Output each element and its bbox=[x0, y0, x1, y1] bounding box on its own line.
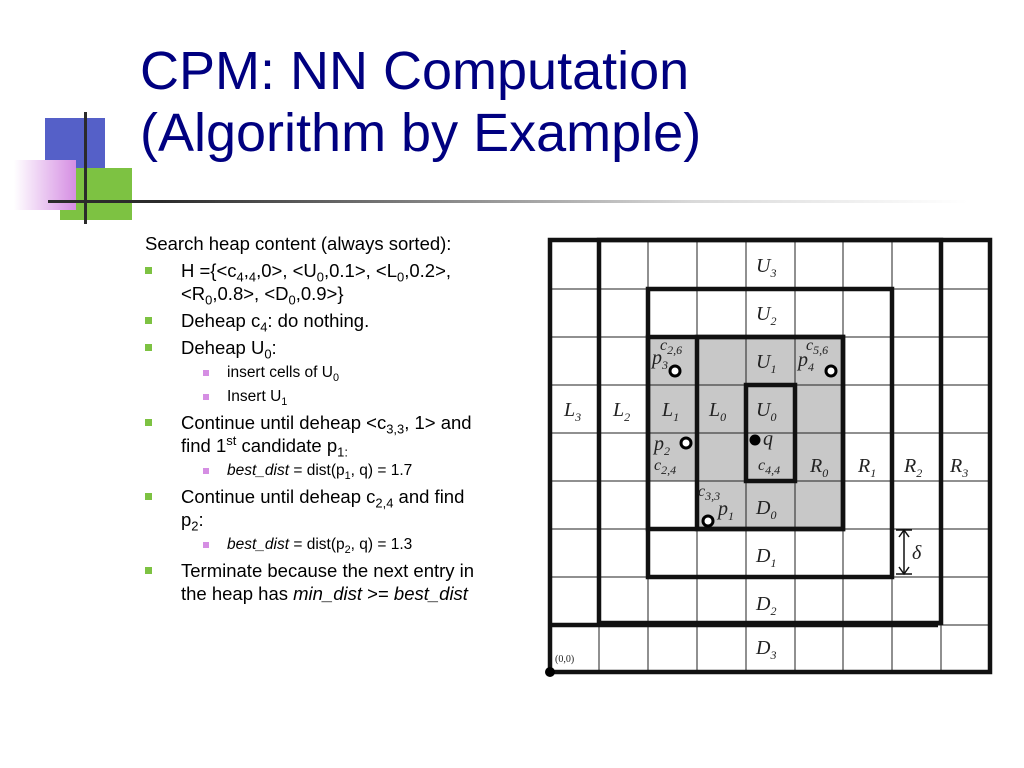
origin-point bbox=[545, 667, 555, 677]
label-c26: $c_{2,6}$ bbox=[660, 337, 683, 357]
query-point-q bbox=[750, 435, 761, 446]
delta-arrow bbox=[896, 530, 912, 574]
label-p1: $p_1$ bbox=[718, 498, 734, 523]
label-u3: $U_3$ bbox=[756, 255, 777, 280]
bullet-marker bbox=[145, 267, 152, 274]
bullet-deheap-c4: Deheap $c_4$: do nothing. bbox=[145, 309, 490, 332]
label-p4: $p_4$ bbox=[798, 349, 814, 374]
point-p4 bbox=[826, 366, 836, 376]
bullet-deheap-u0: Deheap $U_0$: bbox=[145, 336, 490, 359]
label-p2: $p_2$ bbox=[654, 433, 670, 458]
label-origin: (0,0) bbox=[555, 654, 575, 665]
bullet-marker bbox=[145, 419, 152, 426]
point-p3 bbox=[670, 366, 680, 376]
label-c24: $c_{2,4}$ bbox=[654, 457, 677, 477]
bullet-continue-c24: Continue until deheap $c_{2,4}$ and find $p_2$: bbox=[145, 485, 490, 531]
slide-content bbox=[145, 232, 490, 609]
label-r1: $R_1$ bbox=[858, 455, 877, 480]
title-line-2: (Algorithm by Example) bbox=[140, 103, 702, 163]
label-p3: $p_3$ bbox=[652, 347, 668, 372]
label-delta: δ bbox=[912, 542, 922, 564]
sub-bullet-best-dist-p1: best_dist = $dist(p_1$, q) = 1.7 bbox=[145, 461, 490, 481]
label-d2: $D_2$ bbox=[756, 593, 777, 618]
sub-bullet-marker bbox=[203, 468, 209, 474]
bullet-heap: $H =\{<c_4,_4,0>$, $<U_0,0.1>$, $<L_0,0.2>$, $<R_0,0.8>$, $<D_0,0.9>$} bbox=[145, 259, 490, 305]
label-l2: $L_2$ bbox=[613, 399, 631, 424]
label-l1: $L_1$ bbox=[662, 399, 680, 424]
label-d3: $D_3$ bbox=[756, 637, 777, 662]
label-c56: $c_{5,6}$ bbox=[806, 337, 829, 357]
decor-vertical-line bbox=[84, 112, 87, 224]
point-p2 bbox=[681, 438, 691, 448]
label-d0: $D_0$ bbox=[756, 497, 777, 522]
intro-text: Search heap content (always sorted): bbox=[145, 233, 452, 254]
bullet-marker bbox=[145, 493, 152, 500]
label-r0: $R_0$ bbox=[810, 455, 829, 480]
bullet-continue-c33: Continue until deheap $<c_{3,3}$, 1> and find 1st candidate $p_{1:}$ bbox=[145, 411, 490, 457]
grid-svg bbox=[538, 232, 998, 682]
label-l3: $L_3$ bbox=[564, 399, 582, 424]
label-u0: $U_0$ bbox=[756, 399, 777, 424]
bullet-marker bbox=[145, 344, 152, 351]
sub-bullet-marker bbox=[203, 542, 209, 548]
title-line-1: CPM: NN Computation bbox=[140, 41, 690, 101]
label-c33: $c_{3,3}$ bbox=[698, 483, 721, 503]
label-u1: $U_1$ bbox=[756, 351, 777, 376]
sub-bullet-insert-u1: Insert $U_1$ bbox=[145, 387, 490, 407]
sub-bullet-marker bbox=[203, 370, 209, 376]
label-r3: $R_3$ bbox=[950, 455, 969, 480]
sub-bullet-insert-cells: insert cells of $U_0$ bbox=[145, 363, 490, 383]
sub-bullet-marker bbox=[203, 394, 209, 400]
bullet-marker bbox=[145, 567, 152, 574]
label-u2: $U_2$ bbox=[756, 303, 777, 328]
sub-bullet-best-dist-p2: best_dist = $dist(p_2$, q) = 1.3 bbox=[145, 535, 490, 555]
bullet-terminate: Terminate because the next entry in the heap has min_dist >= best_dist bbox=[145, 559, 490, 605]
decor-horizontal-rule bbox=[48, 200, 968, 203]
label-q: q bbox=[763, 428, 773, 450]
label-c44: $c_{4,4}$ bbox=[758, 457, 781, 477]
label-d1: $D_1$ bbox=[756, 545, 777, 570]
bullet-marker bbox=[145, 317, 152, 324]
label-r2: $R_2$ bbox=[904, 455, 923, 480]
label-l0: $L_0$ bbox=[709, 399, 727, 424]
point-p1 bbox=[703, 516, 713, 526]
slide-title bbox=[140, 40, 701, 164]
cpm-grid-diagram bbox=[538, 232, 998, 682]
